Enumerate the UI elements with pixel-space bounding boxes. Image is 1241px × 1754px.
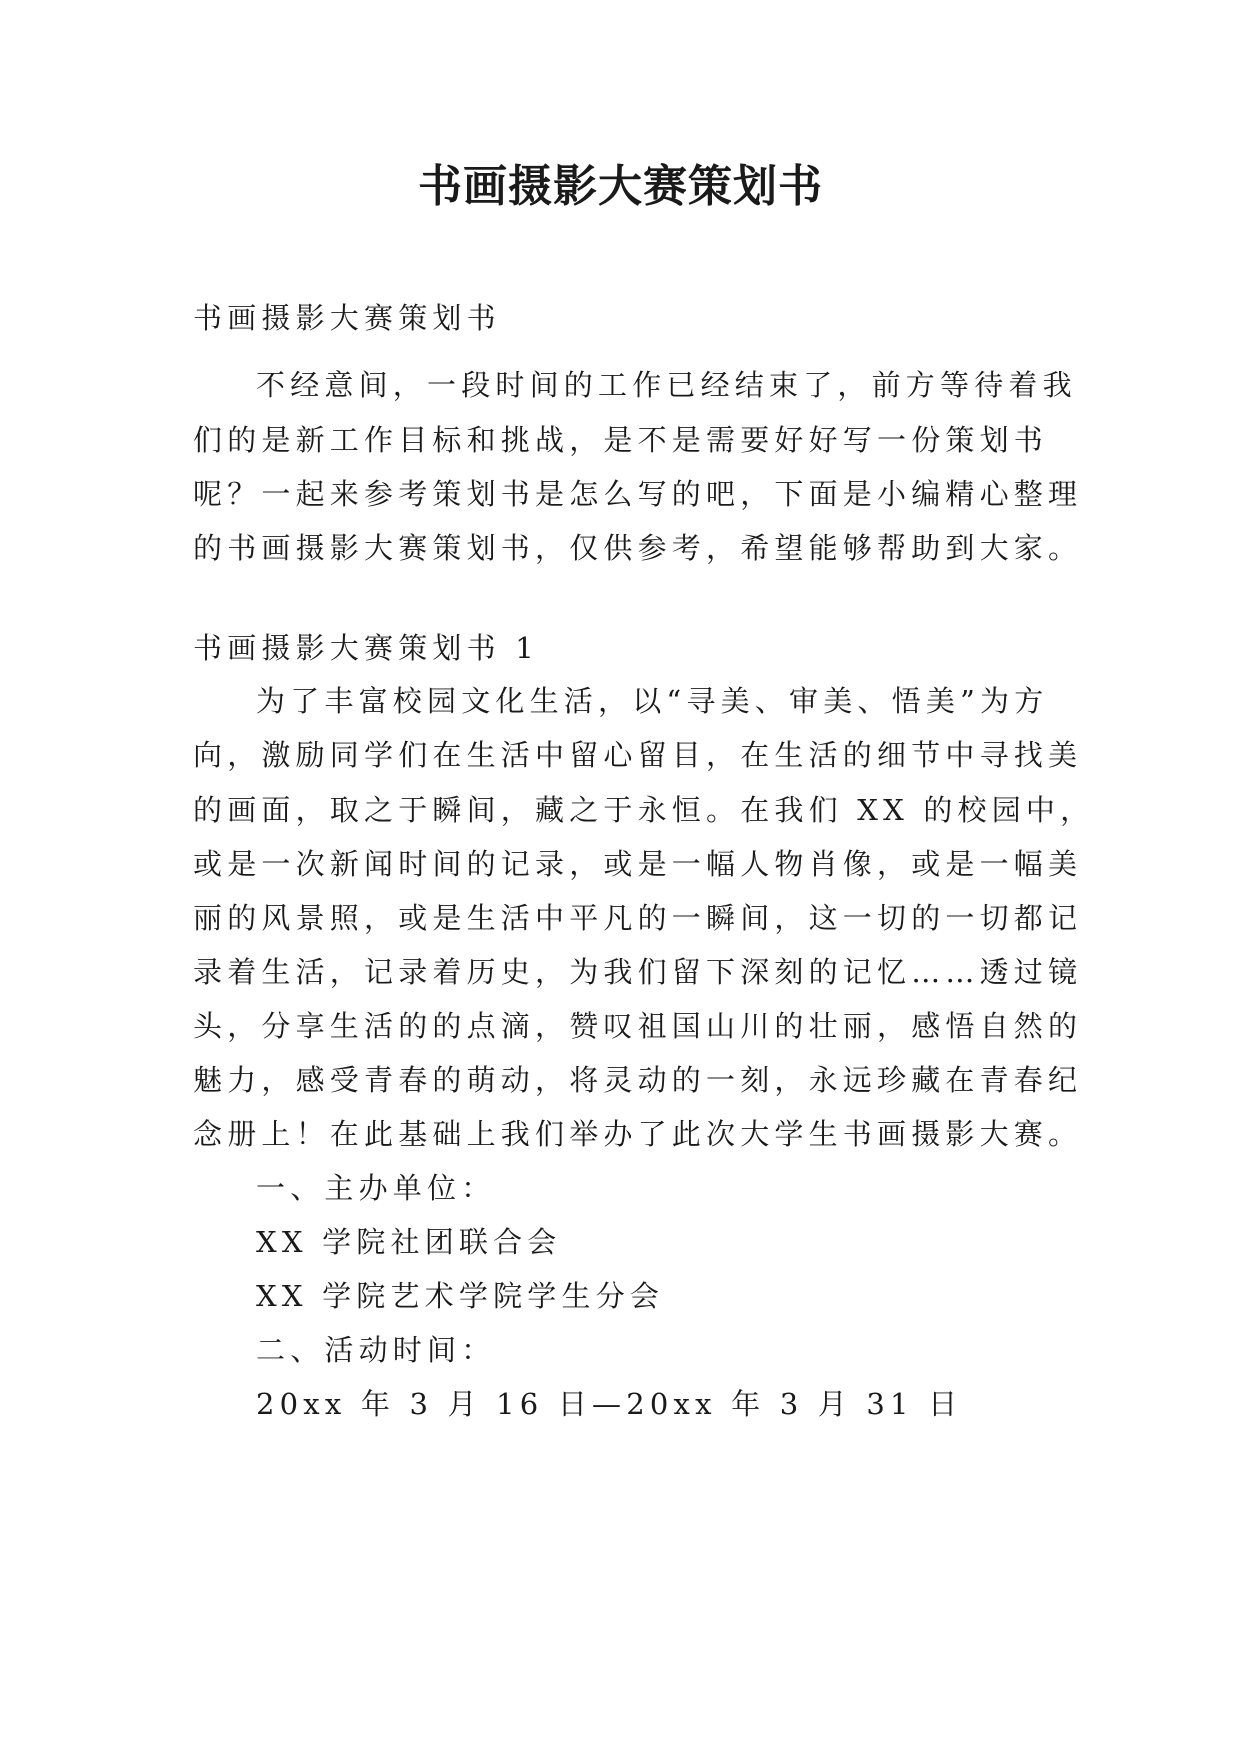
section1-line-3: 的画面，取之于瞬间，藏之于永恒。在我们 XX 的校园中， (193, 793, 1095, 827)
document-title: 书画摄影大赛策划书 (418, 161, 823, 212)
section1-heading: 书画摄影大赛策划书 1 (193, 631, 539, 665)
section1-line-6: 录着生活，记录着历史，为我们留下深刻的记忆……透过镜 (193, 955, 1083, 989)
time-value: 20xx 年 3 月 16 日—20xx 年 3 月 31 日 (256, 1387, 963, 1421)
intro-line-1: 不经意间，一段时间的工作已经结束了，前方等待着我 (256, 368, 1077, 402)
section1-line-7: 头，分享生活的的点滴，赞叹祖国山川的壮丽，感悟自然的 (193, 1009, 1083, 1043)
intro-line-2: 们的是新工作目标和挑战，是不是需要好好写一份策划书 (193, 423, 1049, 457)
intro-line-4: 的书画摄影大赛策划书，仅供参考，希望能够帮助到大家。 (193, 531, 1083, 565)
section1-line-8: 魅力，感受青春的萌动，将灵动的一刻，永远珍藏在青春纪 (193, 1063, 1083, 1097)
section1-line-1: 为了丰富校园文化生活，以“寻美、审美、悟美”为方 (256, 684, 1049, 718)
organizer-heading: 一、主办单位： (256, 1171, 496, 1205)
organizer-item-1: XX 学院社团联合会 (256, 1225, 562, 1259)
intro-line-3: 呢？一起来参考策划书是怎么写的吧，下面是小编精心整理 (193, 477, 1083, 511)
document-subtitle: 书画摄影大赛策划书 (193, 301, 501, 335)
organizer-item-2: XX 学院艺术学院学生分会 (256, 1279, 665, 1313)
section1-line-4: 或是一次新闻时间的记录，或是一幅人物肖像，或是一幅美 (193, 847, 1083, 881)
section1-line-5: 丽的风景照，或是生活中平凡的一瞬间，这一切的一切都记 (193, 901, 1083, 935)
time-heading: 二、活动时间： (256, 1333, 496, 1367)
section1-line-9: 念册上！在此基础上我们举办了此次大学生书画摄影大赛。 (193, 1117, 1083, 1151)
section1-line-2: 向，激励同学们在生活中留心留目，在生活的细节中寻找美 (193, 738, 1083, 772)
